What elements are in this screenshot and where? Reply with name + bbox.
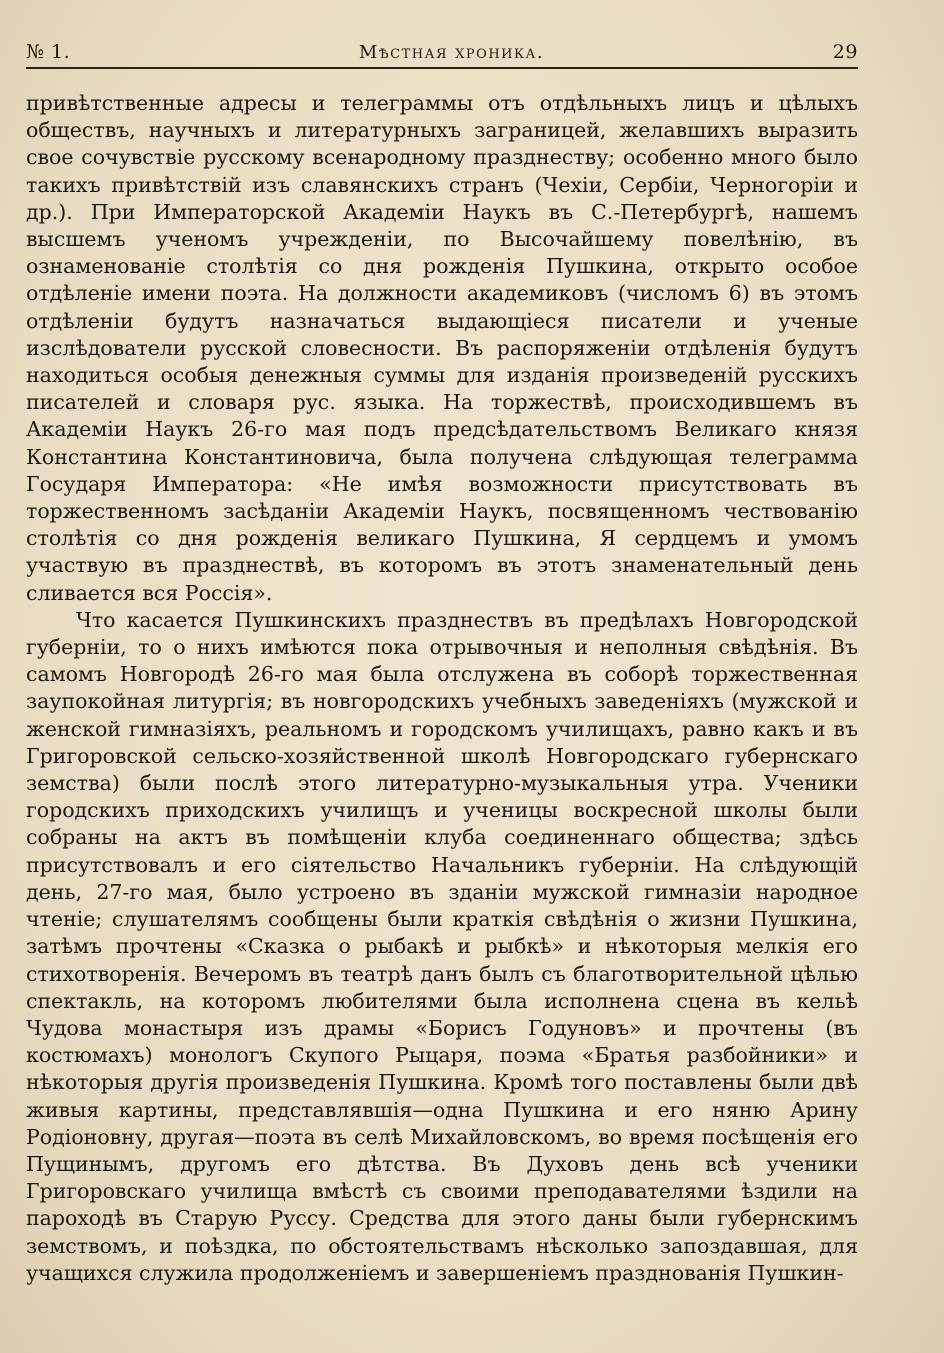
article-body	[26, 90, 858, 1287]
page-header	[26, 33, 858, 63]
page-number: 29	[832, 41, 858, 63]
paragraph-1: привѣтственные адресы и телеграммы отъ отдѣльныхъ лицъ и цѣлыхъ обществъ, научныхъ и литературныхъ заграницей, желавшихъ выразить свое сочувствіе русскому всенародному празднеству; особенно много было такихъ привѣтствій изъ славянскихъ странъ (Чехіи, Сербіи, Черногоріи и др.). При Императорской Академіи Наукъ въ С.-Петербургѣ, нашемъ высшемъ ученомъ учрежденіи, по Высочайшему повелѣнію, въ ознаменованіе столѣтія со дня рожденія Пушкина, открыто особое отдѣленіе имени поэта. На должности академиковъ (числомъ 6) въ этомъ отдѣленіи будутъ назначаться выдающіеся писатели и ученые изслѣдователи русской словесности. Въ распоряженіи отдѣленія будутъ находиться особыя денежныя суммы для изданія произведеній русскихъ писателей и словаря рус. языка. На торжествѣ, происходившемъ въ Академіи Наукъ 26-го мая подъ предсѣдательствомъ Великаго князя Константина Константиновича, была получена слѣдующая телеграмма Государя Императора: «Не имѣя возможности присутствовать въ торжественномъ засѣданіи Академіи Наукъ, посвященномъ чествованію столѣтія со дня рожденія великаго Пушкина, Я сердцемъ и умомъ участвую въ празднествѣ, въ которомъ въ этотъ знаменательный день сливается вся Россія».	[26, 91, 858, 605]
issue-number: № 1.	[26, 41, 71, 63]
header-rule	[26, 67, 858, 69]
section-title: Мѣстная хроника.	[358, 42, 545, 63]
paragraph-2: Что касается Пушкинскихъ празднествъ въ предѣлахъ Новгородской губерніи, то о нихъ имѣются пока отрывочныя и неполныя свѣдѣнія. Въ самомъ Новгородѣ 26-го мая была отслужена въ соборѣ торжественная заупокойная литургія; въ новгородскихъ учебныхъ заведеніяхъ (мужской и женской гимназіяхъ, реальномъ и городскомъ училищахъ, равно какъ и въ Григоровской сельско-хозяйственной школѣ Новгородскаго губернскаго земства) были послѣ этого литературно-музыкальныя утра. Ученики городскихъ приходскихъ училищъ и ученицы воскресной школы были собраны на актъ въ помѣщеніи клуба соединеннаго общества; здѣсь присутствовалъ и его сіятельство Начальникъ губерніи. На слѣдующій день, 27-го мая, было устроено въ зданіи мужской гимназіи народное чтеніе; слушателямъ сообщены были краткія свѣдѣнія о жизни Пушкина, затѣмъ прочтены «Сказка о рыбакѣ и рыбкѣ» и нѣкоторыя мелкія его стихотворенія. Вечеромъ въ театрѣ данъ былъ съ благотворительной цѣлью спектакль, на которомъ любителями была исполнена сцена въ кельѣ Чудова монастыря изъ драмы «Борисъ Годуновъ» и прочтены (въ костюмахъ) монологъ Скупого Рыцаря, поэма «Братья разбойники» и нѣкоторыя другія произведенія Пушкина. Кромѣ того поставлены были двѣ живыя картины, представлявшія—одна Пушкина и его няню Арину Родіоновну, другая—поэта въ селѣ Михайловскомъ, во время посѣщенія его Пущинымъ, другомъ его дѣтства. Въ Духовъ день всѣ ученики Григоровскаго училища вмѣстѣ съ своими преподавателями ѣздили на пароходѣ въ Старую Руссу. Средства для этого даны были губернскимъ земствомъ, и поѣздка, по обстоятельствамъ нѣсколько запоздавшая, для учащихся служила продолженіемъ и завершеніемъ празднованія Пушкин-	[26, 607, 858, 1285]
